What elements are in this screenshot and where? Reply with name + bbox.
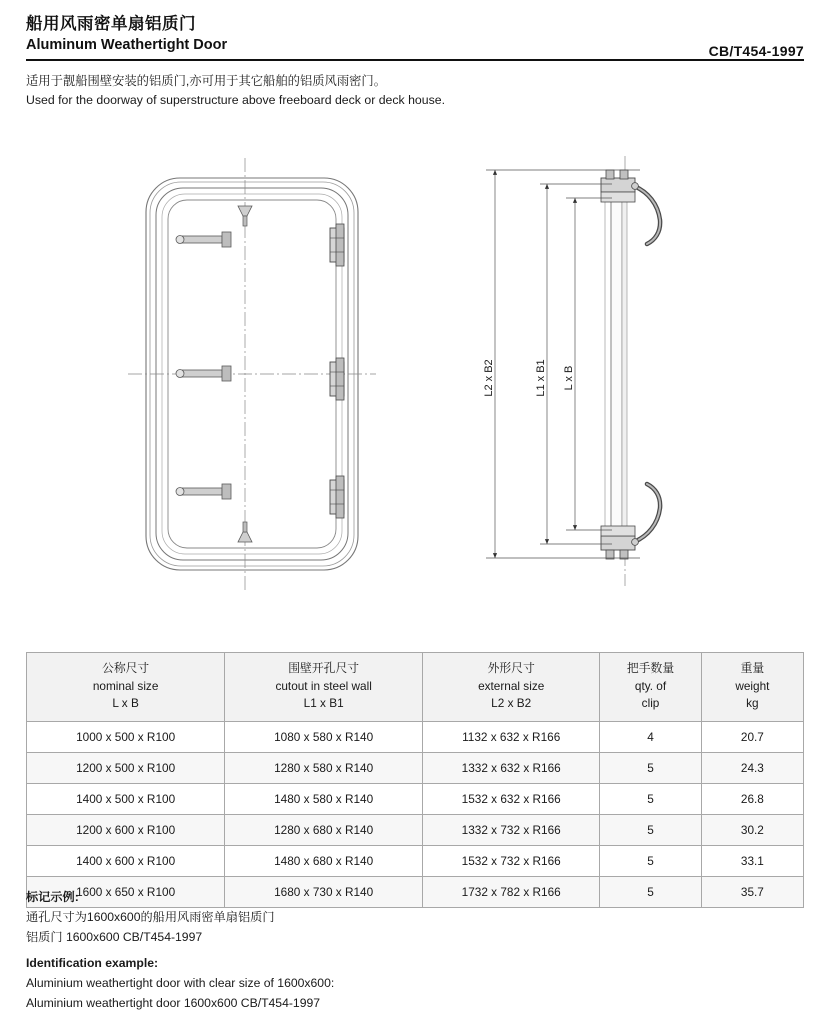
note-cn-line1: 通孔尺寸为1600x600的船用风雨密单扇铝质门 bbox=[26, 909, 275, 924]
cell-weight: 35.7 bbox=[701, 877, 803, 908]
header-sym: clip bbox=[641, 696, 660, 711]
col-header-clip-qty bbox=[600, 653, 702, 722]
page-title-en: Aluminum Weathertight Door bbox=[26, 36, 228, 53]
note-en-title: Identification example: bbox=[26, 956, 159, 971]
description-cn: 适用于靓船围壁安装的铝质门,亦可用于其它船舶的铝质风雨密门。 bbox=[26, 74, 387, 88]
cell-clip-qty: 5 bbox=[600, 877, 702, 908]
header-en: qty. of bbox=[634, 678, 667, 693]
cell-external-size: 1132 x 632 x R166 bbox=[423, 722, 600, 753]
col-header-cutout bbox=[225, 653, 423, 722]
header-sym: L2 x B2 bbox=[491, 696, 532, 711]
cell-cutout: 1280 x 580 x R140 bbox=[225, 753, 423, 784]
cell-clip-qty: 5 bbox=[600, 753, 702, 784]
header-cn: 把手数量 bbox=[626, 661, 675, 675]
note-en-line2: Aluminium weathertight door 1600x600 CB/T454-1997 bbox=[26, 995, 321, 1010]
note-cn-line2: 铝质门 1600x600 CB/T454-1997 bbox=[26, 929, 203, 944]
dim-label-l2b2: L2 x B2 bbox=[483, 359, 495, 397]
header-cn: 外形尺寸 bbox=[487, 661, 535, 675]
cell-cutout: 1680 x 730 x R140 bbox=[225, 877, 423, 908]
page-title-cn: 船用风雨密单扇铝质门 bbox=[26, 15, 196, 33]
table-row bbox=[27, 722, 804, 753]
table-row bbox=[27, 753, 804, 784]
table-row bbox=[27, 846, 804, 877]
identification-notes bbox=[26, 888, 804, 1014]
cell-weight: 33.1 bbox=[701, 846, 803, 877]
top-latch-assembly bbox=[601, 170, 660, 244]
table-row bbox=[27, 784, 804, 815]
header-divider bbox=[26, 59, 804, 61]
header-cn: 重量 bbox=[740, 661, 765, 675]
cell-external-size: 1532 x 732 x R166 bbox=[423, 846, 600, 877]
notes-spacer bbox=[26, 947, 804, 954]
cell-nominal-size: 1600 x 650 x R100 bbox=[27, 877, 225, 908]
header-en: cutout in steel wall bbox=[275, 678, 372, 693]
spec-table-head bbox=[27, 653, 804, 722]
cell-external-size: 1332 x 632 x R166 bbox=[423, 753, 600, 784]
cell-weight: 20.7 bbox=[701, 722, 803, 753]
cell-clip-qty: 5 bbox=[600, 784, 702, 815]
side-view bbox=[605, 156, 627, 586]
dim-label-l1b1: L1 x B1 bbox=[535, 359, 547, 397]
dim-label-lb: L x B bbox=[563, 365, 575, 391]
header-en: weight bbox=[735, 678, 770, 693]
note-cn-title: 标记示例: bbox=[26, 890, 79, 904]
cell-external-size: 1332 x 732 x R166 bbox=[423, 815, 600, 846]
cell-weight: 30.2 bbox=[701, 815, 803, 846]
spec-table bbox=[26, 652, 804, 908]
cell-weight: 24.3 bbox=[701, 753, 803, 784]
header-cn: 围壁开孔尺寸 bbox=[288, 661, 360, 675]
cell-nominal-size: 1400 x 600 x R100 bbox=[27, 846, 225, 877]
table-row bbox=[27, 815, 804, 846]
page-header bbox=[26, 14, 804, 59]
cell-nominal-size: 1200 x 600 x R100 bbox=[27, 815, 225, 846]
cell-clip-qty: 5 bbox=[600, 846, 702, 877]
cell-cutout: 1480 x 680 x R140 bbox=[225, 846, 423, 877]
cell-clip-qty: 4 bbox=[600, 722, 702, 753]
col-header-external-size bbox=[423, 653, 600, 722]
note-en-line1: Aluminium weathertight door with clear size of 1600x600: bbox=[26, 976, 335, 991]
spec-table-wrapper bbox=[26, 652, 804, 908]
cell-nominal-size: 1400 x 500 x R100 bbox=[27, 784, 225, 815]
description-en: Used for the doorway of superstructure above freeboard deck or deck house. bbox=[26, 93, 446, 108]
cell-cutout: 1480 x 580 x R140 bbox=[225, 784, 423, 815]
description-block bbox=[26, 72, 804, 110]
cell-cutout: 1080 x 580 x R140 bbox=[225, 722, 423, 753]
cell-nominal-size: 1000 x 500 x R100 bbox=[27, 722, 225, 753]
bottom-latch-assembly bbox=[601, 484, 660, 559]
header-en: nominal size bbox=[92, 678, 159, 693]
cell-nominal-size: 1200 x 500 x R100 bbox=[27, 753, 225, 784]
clip-group bbox=[176, 232, 231, 499]
spec-table-body bbox=[27, 722, 804, 908]
header-cn: 公称尺寸 bbox=[102, 661, 150, 675]
table-header-row bbox=[27, 653, 804, 722]
standard-code: CB/T454-1997 bbox=[708, 43, 804, 59]
cell-external-size: 1732 x 782 x R166 bbox=[423, 877, 600, 908]
header-sym: L x B bbox=[112, 696, 139, 711]
header-sym: L1 x B1 bbox=[303, 696, 344, 711]
cell-external-size: 1532 x 632 x R166 bbox=[423, 784, 600, 815]
col-header-nominal-size bbox=[27, 653, 225, 722]
col-header-weight bbox=[701, 653, 803, 722]
cell-clip-qty: 5 bbox=[600, 815, 702, 846]
cell-cutout: 1280 x 680 x R140 bbox=[225, 815, 423, 846]
cell-weight: 26.8 bbox=[701, 784, 803, 815]
dimension-labels bbox=[483, 359, 575, 396]
header-en: external size bbox=[478, 678, 545, 693]
header-sym: kg bbox=[746, 696, 759, 711]
technical-drawing bbox=[0, 140, 830, 630]
